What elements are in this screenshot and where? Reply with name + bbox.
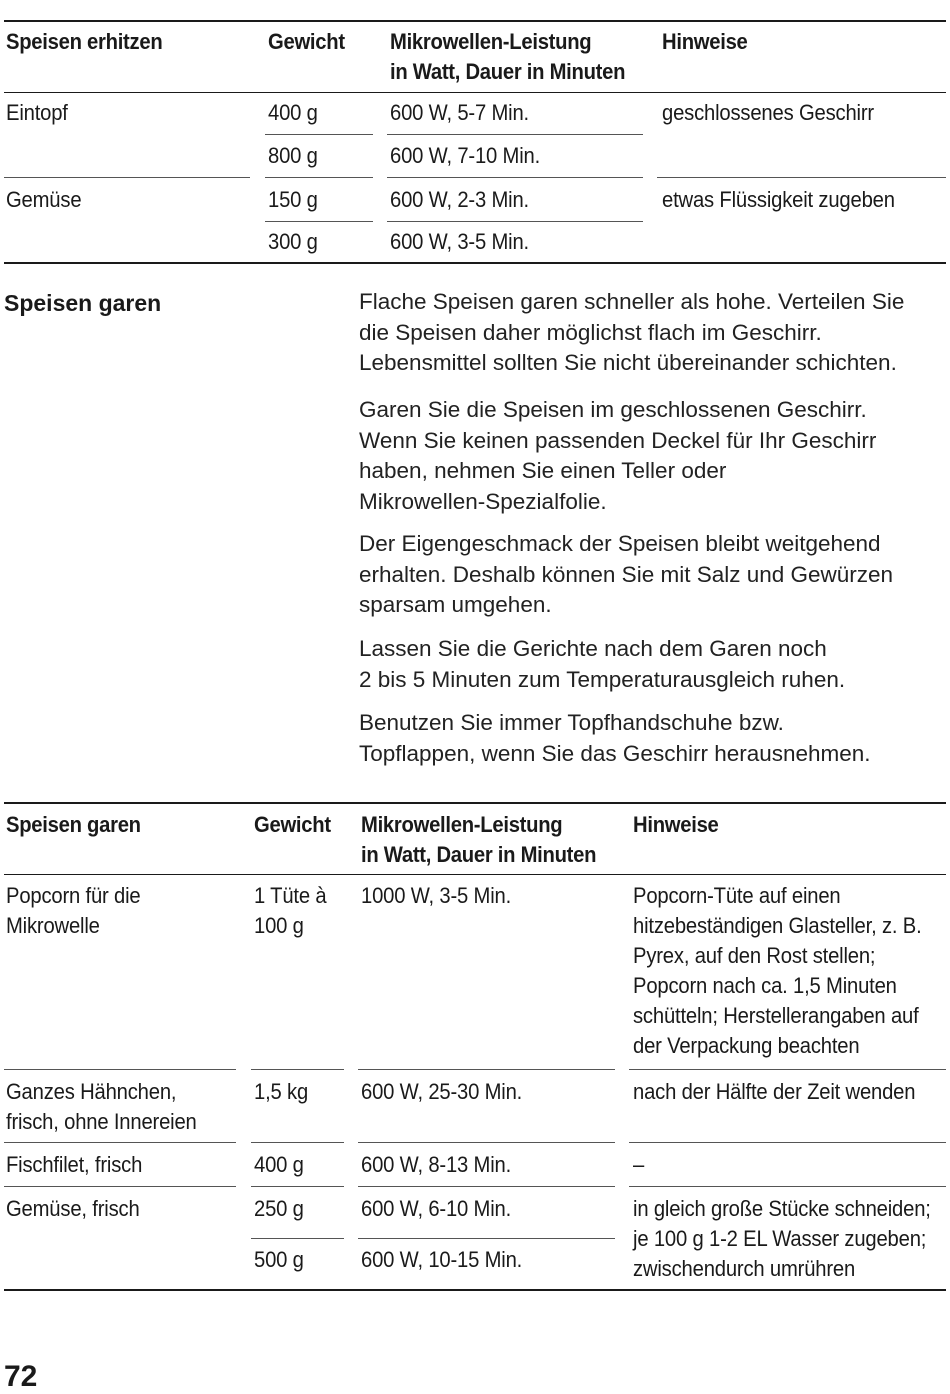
paragraph bbox=[359, 529, 949, 621]
table-row-weight: 500 g bbox=[254, 1247, 304, 1272]
table-row-setting: 600 W, 7-10 Min. bbox=[390, 143, 541, 168]
text-line: sparsam umgehen. bbox=[359, 592, 552, 617]
subrow-divider bbox=[265, 134, 373, 135]
header-power: Mikrowellen-Leistung bbox=[361, 812, 563, 837]
row-divider bbox=[629, 1142, 946, 1143]
header-weight: Gewicht bbox=[254, 812, 331, 837]
subrow-divider bbox=[251, 1238, 344, 1239]
table-top-rule bbox=[4, 20, 946, 22]
table-row-setting: 600 W, 3-5 Min. bbox=[390, 229, 529, 254]
table-row-food: Gemüse bbox=[6, 187, 82, 212]
text-line: hitzebeständigen Glasteller, z. B. bbox=[633, 913, 922, 938]
text-line: schütteln; Herstellerangaben auf bbox=[633, 1003, 919, 1028]
subrow-divider bbox=[387, 221, 643, 222]
table-bottom-rule bbox=[4, 1289, 946, 1291]
text-line: Popcorn-Tüte auf einen bbox=[633, 883, 841, 908]
header-weight: Gewicht bbox=[268, 29, 345, 54]
row-divider bbox=[251, 1069, 344, 1070]
row-divider bbox=[657, 177, 946, 178]
text-line: Wenn Sie keinen passenden Deckel für Ihr Geschirr bbox=[359, 427, 877, 453]
row-divider bbox=[358, 1142, 615, 1143]
header-food: Speisen garen bbox=[6, 812, 141, 837]
table-row-food: Eintopf bbox=[6, 100, 68, 125]
table-top-rule bbox=[4, 802, 946, 804]
table-row-note bbox=[633, 881, 922, 1061]
subrow-divider bbox=[265, 221, 373, 222]
row-divider bbox=[629, 1186, 946, 1187]
text-line: Der Eigengeschmack der Speisen bleibt weitgehend bbox=[359, 531, 881, 556]
row-divider bbox=[251, 1186, 344, 1187]
row-divider bbox=[4, 1069, 236, 1070]
subrow-divider bbox=[358, 1238, 615, 1239]
text-line: 2 bis 5 Minuten zum Temperaturausgleich ruhen. bbox=[359, 666, 846, 692]
header-notes: Hinweise bbox=[633, 812, 719, 837]
subrow-divider bbox=[387, 134, 643, 135]
row-divider bbox=[629, 1069, 946, 1070]
table-row-setting: 600 W, 25-30 Min. bbox=[361, 1079, 523, 1104]
header-rule bbox=[4, 92, 946, 93]
table-row-setting: 600 W, 5-7 Min. bbox=[390, 100, 529, 125]
header-power-unit: in Watt, Dauer in Minuten bbox=[390, 59, 626, 84]
row-divider bbox=[358, 1186, 615, 1187]
row-divider bbox=[4, 177, 250, 178]
page-number: 72 bbox=[4, 1360, 38, 1393]
table-row-weight: 150 g bbox=[268, 187, 318, 212]
table-row-food bbox=[6, 881, 141, 941]
section-title: Speisen garen bbox=[4, 290, 162, 316]
row-divider bbox=[4, 1142, 236, 1143]
paragraph bbox=[359, 634, 949, 695]
text-line: erhalten. Deshalb können Sie mit Salz und Gewürzen bbox=[359, 561, 894, 587]
table-row-weight: 1,5 kg bbox=[254, 1079, 309, 1104]
table-row-setting: 600 W, 6-10 Min. bbox=[361, 1196, 512, 1221]
table-row-weight: 250 g bbox=[254, 1196, 304, 1221]
table-row-note bbox=[633, 1194, 931, 1284]
text-line: Benutzen Sie immer Topfhandschuhe bzw. bbox=[359, 710, 784, 735]
text-line: Topflappen, wenn Sie das Geschirr herausnehmen. bbox=[359, 740, 871, 766]
table-row-setting: 600 W, 10-15 Min. bbox=[361, 1247, 523, 1272]
table-row-weight: 300 g bbox=[268, 229, 318, 254]
table-row-setting: 600 W, 2-3 Min. bbox=[390, 187, 529, 212]
row-divider bbox=[251, 1142, 344, 1143]
table-row-note: geschlossenes Geschirr bbox=[662, 100, 874, 125]
text-line: in gleich große Stücke schneiden; bbox=[633, 1196, 931, 1221]
text-line: frisch, ohne Innereien bbox=[6, 1109, 197, 1134]
text-line: Garen Sie die Speisen im geschlossenen Geschirr. bbox=[359, 397, 867, 422]
row-divider bbox=[387, 177, 643, 178]
text-line: Lassen Sie die Gerichte nach dem Garen noch bbox=[359, 636, 827, 661]
text-line: Ganzes Hähnchen, bbox=[6, 1079, 177, 1104]
text-line: je 100 g 1-2 EL Wasser zugeben; bbox=[633, 1226, 927, 1251]
text-line: 100 g bbox=[254, 913, 304, 938]
row-divider bbox=[265, 177, 373, 178]
paragraph bbox=[359, 287, 949, 379]
table-row-weight: 400 g bbox=[268, 100, 318, 125]
table-row-note: nach der Hälfte der Zeit wenden bbox=[633, 1079, 916, 1104]
text-line: die Speisen daher möglichst flach im Geschirr. bbox=[359, 319, 822, 345]
table-row-food: Gemüse, frisch bbox=[6, 1196, 140, 1221]
table-bottom-rule bbox=[4, 262, 946, 264]
text-line: der Verpackung beachten bbox=[633, 1033, 860, 1058]
text-line: haben, nehmen Sie einen Teller oder bbox=[359, 458, 727, 483]
text-line: Lebensmittel sollten Sie nicht übereinander schichten. bbox=[359, 350, 897, 375]
text-line: Pyrex, auf den Rost stellen; bbox=[633, 943, 876, 968]
header-power-unit: in Watt, Dauer in Minuten bbox=[361, 842, 597, 867]
table-row-weight: 400 g bbox=[254, 1152, 304, 1177]
text-line: Mikrowellen-Spezialfolie. bbox=[359, 488, 607, 514]
paragraph bbox=[359, 708, 949, 769]
table-row-weight bbox=[254, 881, 326, 941]
table-row-setting: 1000 W, 3-5 Min. bbox=[361, 883, 512, 908]
header-notes: Hinweise bbox=[662, 29, 748, 54]
text-line: Flache Speisen garen schneller als hohe. Verteilen Sie bbox=[359, 289, 905, 314]
text-line: Popcorn für die bbox=[6, 883, 141, 908]
text-line: zwischendurch umrühren bbox=[633, 1256, 856, 1281]
table-row-food: Fischfilet, frisch bbox=[6, 1152, 143, 1177]
row-divider bbox=[4, 1186, 236, 1187]
table-row-weight: 800 g bbox=[268, 143, 318, 168]
table-row-note: – bbox=[633, 1152, 645, 1177]
text-line: 1 Tüte à bbox=[254, 883, 327, 908]
text-line: Mikrowelle bbox=[6, 913, 100, 938]
header-food: Speisen erhitzen bbox=[6, 29, 163, 54]
header-power: Mikrowellen-Leistung bbox=[390, 29, 592, 54]
table-row-note: etwas Flüssigkeit zugeben bbox=[662, 187, 895, 212]
table-row-setting: 600 W, 8-13 Min. bbox=[361, 1152, 512, 1177]
paragraph bbox=[359, 395, 949, 517]
table-row-food bbox=[6, 1077, 197, 1137]
row-divider bbox=[358, 1069, 615, 1070]
header-rule bbox=[4, 874, 946, 875]
text-line: Popcorn nach ca. 1,5 Minuten bbox=[633, 973, 897, 998]
